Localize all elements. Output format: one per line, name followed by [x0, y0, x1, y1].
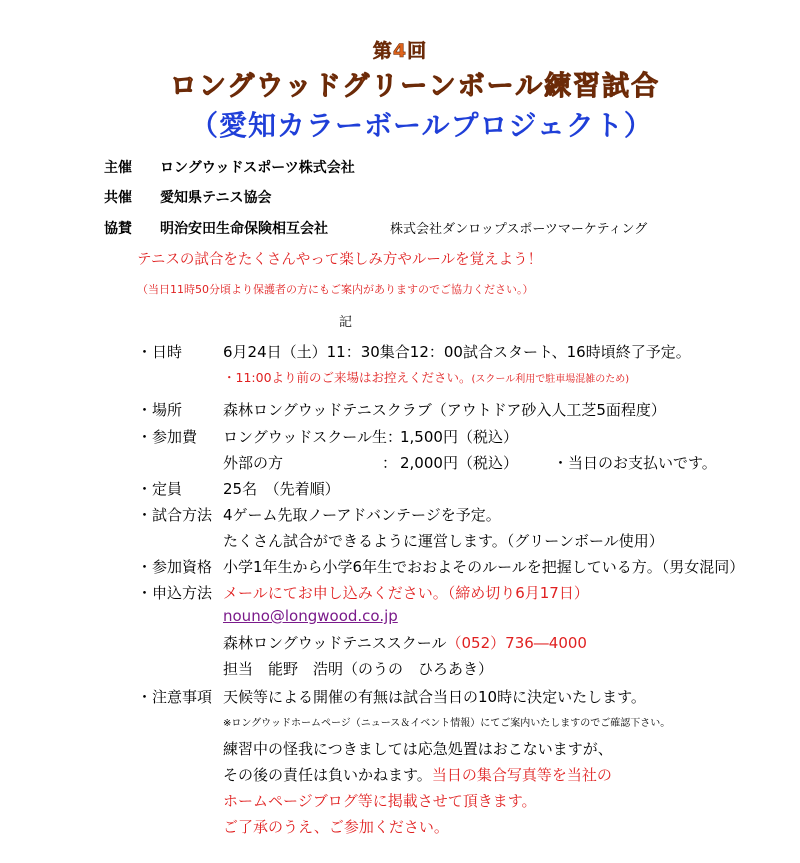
sponsor-label: 協賛: [104, 221, 132, 237]
notes-line-3: 練習中の怪我につきましては応急処置はおこないますが、: [223, 740, 613, 758]
ki-mark: 記: [339, 315, 353, 330]
place-value: 森林ロングウッドテニスクラブ（アウトドア砂入人工芝5面程度）: [223, 401, 666, 419]
contact-person: 担当 能野 浩明（のうの ひろあき）: [223, 660, 494, 678]
fee-school: ロングウッドスクール生：: [223, 428, 402, 446]
school-name: 森林ロングウッドテニススクール: [223, 634, 447, 652]
fee-outside: 外部の方: [223, 454, 284, 472]
host-name: ロングウッドスポーツ株式会社: [160, 160, 355, 176]
datetime-note: [223, 368, 629, 386]
fee-payment-note: ・当日のお支払いです。: [553, 454, 717, 472]
notes-line-5: ホームページブログ等に掲載させて頂きます。: [223, 792, 537, 810]
capacity-label: ・定員: [137, 480, 183, 498]
title-line-3: （愛知カラーボールプロジェクト）: [190, 109, 653, 142]
notes-line-4: [223, 764, 612, 785]
title-line-1: 第4回: [372, 40, 428, 62]
email-link[interactable]: nouno@longwood.co.jp: [223, 607, 398, 625]
datetime-note-main: ・11:00より前のご来場はお控えください。: [223, 370, 472, 385]
notes-line-1: 天候等による開催の有無は試合当日の10時に決定いたします。: [223, 688, 646, 706]
eligibility-label: ・参加資格: [137, 558, 213, 576]
format-line-1: 4ゲーム先取ノーアドバンテージを予定。: [223, 506, 501, 524]
apply-value: メールにてお申し込みください。（締め切り6月17日）: [223, 584, 589, 602]
notes-line-4-red: 当日の集合写真等を当社の: [431, 766, 612, 784]
format-line-2: たくさん試合ができるように運営します。（グリーンボール使用）: [223, 532, 664, 550]
datetime-label: ・日時: [137, 343, 183, 361]
datetime-value: 6月24日（土）11：30集合12：00試合スタート、16時頃終了予定。: [223, 343, 691, 361]
fee-label: ・参加費: [137, 428, 198, 446]
phone-number: （052）736―4000: [446, 634, 587, 652]
format-label: ・試合方法: [137, 506, 213, 524]
apply-label: ・申込方法: [137, 584, 213, 602]
sponsor-name-2: 株式会社ダンロップスポーツマーケティング: [390, 222, 648, 237]
cohost-name: 愛知県テニス協会: [160, 190, 272, 206]
datetime-note-small: (スクール利用で駐車場混雑のため): [471, 374, 630, 385]
intro-line-1: テニスの試合をたくさんやって楽しみ方やルールを覚えよう！: [137, 252, 543, 268]
notes-line-4-black: その後の責任は負いかねます。: [223, 766, 432, 784]
fee-school-amount: 1,500円（税込）: [400, 428, 518, 446]
intro-line-2: （当日11時50分頃より保護者の方にもご案内がありますのでご協力ください。）: [137, 283, 534, 296]
cohost-label: 共催: [104, 190, 132, 206]
sponsor-name-1: 明治安田生命保険相互会社: [160, 221, 328, 237]
title-line-2: ロングウッドグリーンボール練習試合: [169, 71, 661, 102]
notes-line-2: ※ロングウッドホームページ（ニュース＆イベント情報）にてご案内いたしますのでご確認下さい。: [223, 718, 671, 729]
notes-label: ・注意事項: [137, 688, 213, 706]
notes-line-6: ご了承のうえ、ご参加ください。: [223, 818, 449, 836]
fee-outside-amount: 2,000円（税込）: [400, 454, 518, 472]
capacity-value: 25名 （先着順）: [223, 480, 340, 498]
fee-colon: ：: [382, 454, 398, 472]
place-label: ・場所: [137, 401, 183, 419]
host-label: 主催: [104, 160, 132, 176]
school-contact: [223, 632, 587, 653]
eligibility-value: 小学1年生から小学6年生でおおよそのルールを把握している方。（男女混同）: [223, 558, 745, 576]
